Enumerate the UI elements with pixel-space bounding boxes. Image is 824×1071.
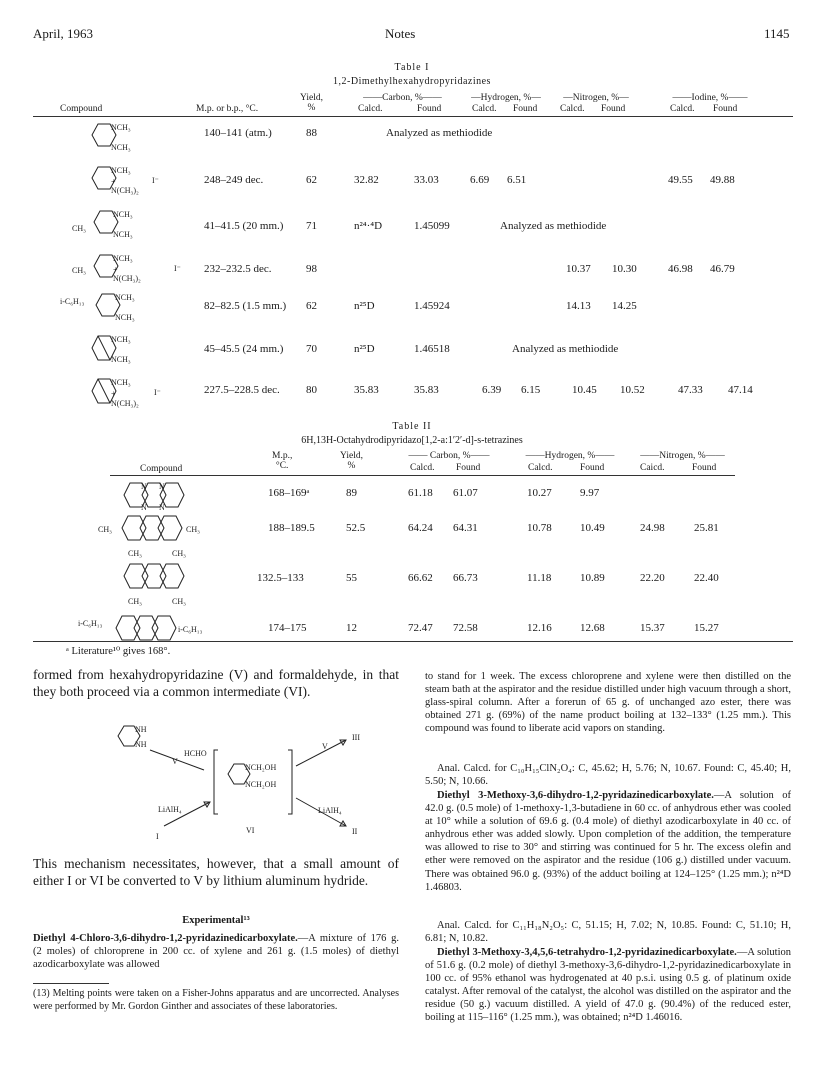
svg-text:LiAlH₄: LiAlH₄ <box>318 806 342 815</box>
experimental-2-title: Diethyl 3-Methoxy-3,6-dihydro-1,2-pyridazinedicarboxylate. <box>437 790 714 801</box>
t1-n-found: 14.25 <box>612 300 637 312</box>
t2-sub-found: Found <box>692 463 717 473</box>
t1-yield: 70 <box>306 343 317 355</box>
svg-text:III: III <box>352 733 360 742</box>
svg-text:NCH₃: NCH₃ <box>111 335 131 344</box>
t2-h-calcd: 10.78 <box>527 522 552 534</box>
t1-nd: n²⁵D <box>354 343 375 355</box>
t2-yield: 55 <box>346 572 357 584</box>
t2-h-calcd: 12.16 <box>527 622 552 634</box>
t1-sub-calcd: Calcd. <box>472 104 497 114</box>
svg-text:NCH₂OH: NCH₂OH <box>245 780 277 789</box>
footnote-rule <box>33 983 109 984</box>
experimental-2-body: —A solution of 42.0 g. (0.5 mole) of 1-methoxy-1,3-butadiene in 60 cc. of anhydrous ether was cooled at 10° while a solution of 69.6 g. (0.4 mole) of diethyl azodicarboxylate in 40 cc. of anhydrous ether was added slowly. Upon completion of the addition, the temperature was allowed to rise to 30° and stirring was continued for 5 hr. The excess olefin and ether were removed on the aspirator and the residue (106 g.) distilled under vacuum. There was obtained 96.0 g. (93%) of the adduct boiling at 124–125° (1.25 mm.); n²⁴D 1.46803. <box>425 790 791 893</box>
right-paragraph-1: to stand for 1 week. The excess chloroprene and xylene were then distilled on the steam bath at the aspirator and the residue distilled under high vacuum through a short, glass-spiral column. After a forerun of 65 g. of unchanged azo ester, there was obtained 271 g. (69%) of the name product boiling at 132–133° (1.25 mm.). This compound was found to liberate acid vapors on standing. <box>425 671 791 735</box>
svg-text:NH: NH <box>135 740 147 749</box>
structure-t2-r3 <box>120 548 210 613</box>
t1-header-hydrogen: —Hydrogen, %— <box>471 93 541 103</box>
t1-header-compound: Compound <box>60 104 103 114</box>
t1-sub-calcd: Calcd. <box>560 104 585 114</box>
svg-text:CH₃: CH₃ <box>172 597 186 606</box>
t1-c-calcd: 35.83 <box>354 384 379 396</box>
svg-text:N(CH₃)₂: N(CH₃)₂ <box>113 274 141 283</box>
analysis-1: Anal. Calcd. for C₁₀H₁₅ClN₂O₄: C, 45.62; H, 5.76; N, 10.67. Found: C, 45.40; H, 5.50; N, 10.66. <box>425 763 791 788</box>
t1-h-found: 6.51 <box>507 174 527 186</box>
svg-text:N: N <box>159 482 165 491</box>
table2-caption: Table II <box>392 421 432 432</box>
structure-t2-r1 <box>120 479 210 516</box>
t2-h-found: 10.89 <box>580 572 605 584</box>
t1-h-calcd: 6.69 <box>470 174 490 186</box>
svg-text:I⁻: I⁻ <box>152 176 159 185</box>
t2-h-calcd: 11.18 <box>527 572 552 584</box>
t1-n-calcd: 10.37 <box>566 263 591 275</box>
svg-text:CH₃: CH₃ <box>98 525 112 534</box>
t1-ndval: 1.46518 <box>414 343 450 355</box>
t2-c-found: 72.58 <box>453 622 478 634</box>
t1-n-calcd: 14.13 <box>566 300 591 312</box>
t1-mp: 140–141 (atm.) <box>204 127 272 139</box>
t1-n-found: 10.52 <box>620 384 645 396</box>
footnote-13: (13) Melting points were taken on a Fisher-Johns apparatus and are uncorrected. Analyses were performed by Mr. Gordon Ginther and associates of these laboratories. <box>33 988 399 1012</box>
t1-sub-calcd: Calcd. <box>670 104 695 114</box>
t2-n-found: 22.40 <box>694 572 719 584</box>
svg-text:CH₃: CH₃ <box>72 266 86 275</box>
svg-text:NCH₃: NCH₃ <box>113 254 133 263</box>
left-paragraph-1: formed from hexahydropyridazine (V) and formaldehyde, in that they both proceed via a common intermediate (VI). <box>33 667 399 699</box>
t1-header-nitrogen: —Nitrogen, %— <box>563 93 629 103</box>
t2-n-calcd: 15.37 <box>640 622 665 634</box>
svg-text:+: + <box>113 265 118 274</box>
t1-h-found: 6.15 <box>521 384 541 396</box>
t1-mp: 227.5–228.5 dec. <box>204 384 280 396</box>
t1-n-found: 10.30 <box>612 263 637 275</box>
t1-header-yield: Yield, % <box>300 93 323 113</box>
t2-sub-calcd: Caicd. <box>640 463 665 473</box>
svg-text:NCH₃: NCH₃ <box>111 143 131 152</box>
t2-mp: 174–175 <box>268 622 307 634</box>
experimental-3-body: —A solution of 51.6 g. (0.2 mole) of diethyl 3-methoxy-3,6-dihydro-1,2-pyridazinedicarboxylate in 100 cc. of 95% ethanol was hydrogenated at 40 p.s.i. using 0.5 g. of platinum oxide catalyst. After removal of the catalyst, the alcohol was distilled on the aspirator and the residue (50 g.) vacuum distilled. A yield of 47.0 g. (90.4%) of the reduced ester, boiling at 115–116° (1.25 mm.), was obtained; n²⁴D 1.46016. <box>425 947 791 1024</box>
t1-header-mp: M.p. or b.p., °C. <box>196 104 259 114</box>
table1-subtitle: 1,2-Dimethylhexahydropyridazines <box>333 76 491 87</box>
svg-text:+: + <box>111 389 116 398</box>
t1-yield: 88 <box>306 127 317 139</box>
t1-header-carbon: ——Carbon, %—— <box>363 93 442 103</box>
svg-text:NCH₃: NCH₃ <box>111 166 131 175</box>
svg-text:I⁻: I⁻ <box>174 264 181 273</box>
svg-text:NCH₃: NCH₃ <box>111 378 131 387</box>
t1-i-found: 46.79 <box>710 263 735 275</box>
svg-text:N(CH₃)₂: N(CH₃)₂ <box>111 399 139 408</box>
structure-t2-r2 <box>98 512 218 549</box>
t1-h-calcd: 6.39 <box>482 384 502 396</box>
t2-mp: 132.5–133 <box>257 572 304 584</box>
t1-ndval: 1.45924 <box>414 300 450 312</box>
svg-text:CH₃: CH₃ <box>172 549 186 558</box>
t1-sub-found: Found <box>713 104 738 114</box>
t1-mp: 248–249 dec. <box>204 174 264 186</box>
t2-header-nitrogen: ——Nitrogen, %—— <box>640 451 725 461</box>
t2-header-yield: Yield, % <box>340 451 363 471</box>
t1-header-rule <box>33 116 793 117</box>
t2-sub-found: Found <box>580 463 605 473</box>
structure-t1-r7 <box>84 373 184 418</box>
experimental-1 <box>33 932 399 971</box>
t1-c-found: 35.83 <box>414 384 439 396</box>
experimental-heading: Experimental¹³ <box>182 915 250 926</box>
t1-i-calcd: 47.33 <box>678 384 703 396</box>
t1-note: Analyzed as methiodide <box>512 343 619 355</box>
t2-c-found: 64.31 <box>453 522 478 534</box>
t2-header-compound: Compound <box>140 464 183 474</box>
t1-i-calcd: 46.98 <box>668 263 693 275</box>
t1-nd: n²⁵D <box>354 300 375 312</box>
t2-c-calcd: 64.24 <box>408 522 433 534</box>
t1-yield: 62 <box>306 300 317 312</box>
t1-header-iodine: ——Iodine, %—— <box>672 93 748 103</box>
t2-header-hydrogen: ——Hydrogen, %—— <box>525 451 615 461</box>
running-header-section: Notes <box>385 26 416 41</box>
svg-text:V: V <box>322 742 328 751</box>
t2-mp: 168–169ᵃ <box>268 487 310 499</box>
svg-text:I: I <box>156 832 159 841</box>
t2-h-found: 10.49 <box>580 522 605 534</box>
t1-sub-found: Found <box>601 104 626 114</box>
t2-c-found: 61.07 <box>453 487 478 499</box>
svg-text:HCHO: HCHO <box>184 749 207 758</box>
svg-text:II: II <box>352 827 358 836</box>
t1-sub-found: Found <box>417 104 442 114</box>
svg-text:NCH₃: NCH₃ <box>113 210 133 219</box>
svg-text:NCH₃: NCH₃ <box>115 293 135 302</box>
t2-header-mp: M.p., °C. <box>272 451 293 471</box>
t1-i-found: 47.14 <box>728 384 753 396</box>
structure-t1-r4 <box>72 251 192 292</box>
reaction-scheme <box>100 722 390 855</box>
svg-text:N: N <box>159 503 165 512</box>
t2-n-found: 25.81 <box>694 522 719 534</box>
t2-c-calcd: 66.62 <box>408 572 433 584</box>
svg-text:NCH₃: NCH₃ <box>111 355 131 364</box>
t2-mp: 188–189.5 <box>268 522 315 534</box>
t2-yield: 89 <box>346 487 357 499</box>
svg-text:N(CH₃)₂: N(CH₃)₂ <box>111 186 139 195</box>
t1-yield: 62 <box>306 174 317 186</box>
t2-yield: 12 <box>346 622 357 634</box>
structure-t1-r1 <box>84 120 174 161</box>
t1-note: Analyzed as methiodide <box>386 127 493 139</box>
t1-sub-found: Found <box>513 104 538 114</box>
svg-text:NCH₃: NCH₃ <box>113 230 133 239</box>
t2-header-rule <box>110 475 735 476</box>
t1-n-calcd: 10.45 <box>572 384 597 396</box>
page-number: 1145 <box>764 26 790 41</box>
t2-n-calcd: 22.20 <box>640 572 665 584</box>
structure-t2-r4 <box>78 612 248 649</box>
t2-c-found: 66.73 <box>453 572 478 584</box>
svg-text:NCH₂OH: NCH₂OH <box>245 763 277 772</box>
svg-text:CH₃: CH₃ <box>128 549 142 558</box>
svg-text:V: V <box>172 757 178 766</box>
t2-sub-calcd: Calcd. <box>410 463 435 473</box>
analysis-2: Anal. Calcd. for C₁₁H₁₈N₂O₅: C, 51.15; H, 7.02; N, 10.85. Found: C, 51.10; H, 6.81; N, 10.82. <box>425 920 791 945</box>
experimental-3 <box>425 946 791 1025</box>
svg-text:+: + <box>111 177 116 186</box>
svg-text:i-C₆H₁₃: i-C₆H₁₃ <box>178 625 203 634</box>
experimental-1-body: —A mixture of 176 g. (2 moles) of chloroprene in 200 cc. of xylene and 261 g. (1.5 moles) of diethyl azodicarboxylate was allowed <box>33 933 399 971</box>
experimental-3-title: Diethyl 3-Methoxy-3,4,5,6-tetrahydro-1,2-pyridazinedicarboxylate. <box>437 947 737 958</box>
t2-n-calcd: 24.98 <box>640 522 665 534</box>
t2-yield: 52.5 <box>346 522 366 534</box>
table2-subtitle: 6H,13H-Octahydrodipyridazo[1,2-a:1′2′-d]-s-tetrazines <box>301 435 523 446</box>
t2-h-calcd: 10.27 <box>527 487 552 499</box>
t1-mp: 45–45.5 (24 mm.) <box>204 343 284 355</box>
svg-text:CH₃: CH₃ <box>128 597 142 606</box>
svg-text:I⁻: I⁻ <box>154 388 161 397</box>
t1-i-calcd: 49.55 <box>668 174 693 186</box>
t2-h-found: 9.97 <box>580 487 600 499</box>
svg-text:CH₃: CH₃ <box>72 224 86 233</box>
t1-sub-calcd: Calcd. <box>358 104 383 114</box>
structure-t1-r6 <box>84 330 174 375</box>
t1-yield: 98 <box>306 263 317 275</box>
t2-n-found: 15.27 <box>694 622 719 634</box>
svg-text:i-C₆H₁₃: i-C₆H₁₃ <box>60 297 85 306</box>
t1-ndval: 1.45099 <box>414 220 450 232</box>
t1-yield: 71 <box>306 220 317 232</box>
left-paragraph-2: This mechanism necessitates, however, that a small amount of either I or VI be converted to V by lithium aluminum hydride. <box>33 856 399 888</box>
running-header-date: April, 1963 <box>33 26 93 41</box>
t1-nd: n²⁴·⁴D <box>354 220 383 232</box>
structure-t1-r5 <box>60 290 170 331</box>
t2-h-found: 12.68 <box>580 622 605 634</box>
svg-text:i-C₆H₁₃: i-C₆H₁₃ <box>78 619 103 628</box>
t1-yield: 80 <box>306 384 317 396</box>
t1-mp: 41–41.5 (20 mm.) <box>204 220 284 232</box>
t1-i-found: 49.88 <box>710 174 735 186</box>
svg-text:NCH₃: NCH₃ <box>115 313 135 322</box>
t2-c-calcd: 61.18 <box>408 487 433 499</box>
t2-sub-found: Found <box>456 463 481 473</box>
svg-text:N: N <box>141 503 147 512</box>
t1-mp: 82–82.5 (1.5 mm.) <box>204 300 287 312</box>
svg-text:NCH₃: NCH₃ <box>111 123 131 132</box>
svg-text:CH₃: CH₃ <box>186 525 200 534</box>
structure-t1-r2 <box>84 163 184 204</box>
svg-text:NH: NH <box>135 725 147 734</box>
t2-c-calcd: 72.47 <box>408 622 433 634</box>
experimental-2 <box>425 789 791 894</box>
t1-c-calcd: 32.82 <box>354 174 379 186</box>
experimental-1-title: Diethyl 4-Chloro-3,6-dihydro-1,2-pyridazinedicarboxylate. <box>33 933 298 944</box>
t1-c-found: 33.03 <box>414 174 439 186</box>
svg-text:LiAlH₄: LiAlH₄ <box>158 805 182 814</box>
t2-header-carbon: —— Carbon, %—— <box>408 451 490 461</box>
t2-footnote: ᵃ Literature¹⁰ gives 168°. <box>66 646 171 657</box>
t1-mp: 232–232.5 dec. <box>204 263 272 275</box>
t2-bottom-rule <box>33 641 793 642</box>
table1-caption: Table I <box>394 62 430 73</box>
t2-sub-calcd: Calcd. <box>528 463 553 473</box>
t1-note: Analyzed as methiodide <box>500 220 607 232</box>
structure-t1-r3 <box>72 207 172 248</box>
svg-text:VI: VI <box>246 826 255 835</box>
svg-text:N: N <box>141 482 147 491</box>
